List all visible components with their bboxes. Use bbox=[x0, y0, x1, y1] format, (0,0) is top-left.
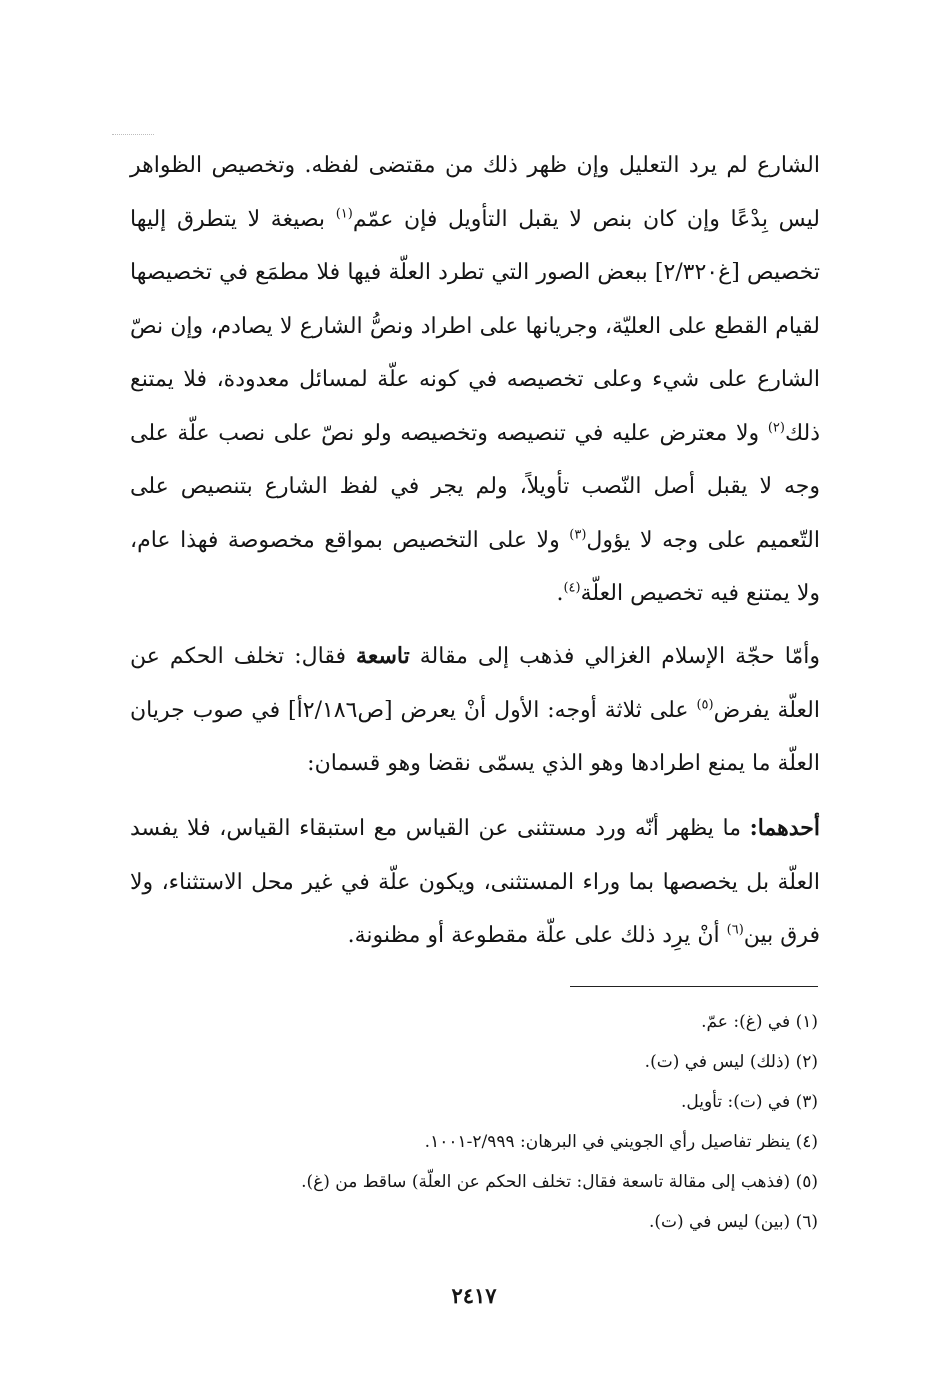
footnote-ref-1: (١) bbox=[335, 206, 353, 222]
page-number: ٢٤١٧ bbox=[451, 1283, 497, 1308]
paragraph-2 bbox=[130, 630, 820, 791]
paragraph-3-bold-lead: أحدهما: bbox=[749, 815, 820, 841]
footnote-6: (٦) (بين) ليس في (ت). bbox=[648, 1212, 818, 1232]
footnote-ref-3: (٣) bbox=[569, 527, 587, 543]
paragraph-1-text-4: ولا على التخصيص بمواقع مخصوصة فهذا عام، ولا يمتنع فيه تخصيص العلّة bbox=[130, 527, 820, 606]
footnote-ref-5: (٥) bbox=[696, 697, 714, 713]
paragraph-3-text-1: ما يظهر أنّه ورد مستثنى عن القياس مع استبقاء القياس، فلا يفسد العلّة بل يخصصها بما وراء المستثنى، ويكون علّة في غير محل الاستثناء، ولا فرق بين bbox=[130, 816, 820, 948]
paragraph-1-text-1: الشارع لم يرد التعليل وإن ظهر ذلك من مقتضى لفظه. وتخصيص الظواهر ليس بِدْعًا وإن كان بنص لا يقبل التأويل فإن عمّم bbox=[130, 153, 821, 232]
top-dotted-mark bbox=[112, 134, 154, 135]
footnote-2: (٢) (ذلك) ليس في (ت). bbox=[644, 1052, 818, 1072]
footnote-ref-2: (٢) bbox=[767, 420, 785, 436]
paragraph-2-text-2: فقال: تخلف الحكم عن العلّة يفرض bbox=[130, 644, 820, 723]
paragraph-3-text-2: أنْ يرِد ذلك على علّة مقطوعة أو مظنونة. bbox=[347, 923, 727, 948]
footnote-separator bbox=[570, 986, 818, 987]
paragraph-1-text-3: ولا معترض عليه في تنصيصه وتخصيصه ولو نصّ على نصب علّة على وجه لا يقبل أصل النّصب تأويلاً، ولم يجر في لفظ الشارع بتنصيص على التّعميم على وجه لا يؤول bbox=[130, 420, 820, 553]
paragraph-1-text-5: . bbox=[556, 581, 564, 606]
footnote-5: (٥) (فذهب إلى مقالة تاسعة فقال: تخلف الحكم عن العلّة) ساقط من (غ). bbox=[301, 1172, 818, 1192]
paragraph-2-text-3: على ثلاثة أوجه: الأول أنْ يعرض [ص٢/١٨٦أ] في صوب جريان العلّة ما يمنع اطرادها وهو الذي يسمّى نقضا وهو قسمان: bbox=[130, 697, 820, 776]
footnote-3: (٣) في (ت): تأويل. bbox=[680, 1092, 818, 1112]
paragraph-2-text-1: وأمّا حجّة الإسلام الغزالي فذهب إلى مقالة bbox=[409, 644, 820, 669]
footnote-4: (٤) ينظر تفاصيل رأي الجويني في البرهان: ٢/٩٩٩-١٠٠١. bbox=[424, 1132, 818, 1152]
footnotes-list bbox=[140, 1002, 818, 1242]
paragraph-1-text-2: بصيغة لا يتطرق إليها تخصيص [غ٢/٣٢٠] ببعض الصور التي تطرد العلّة فيها فلا مطمَع في تخصيصها لقيام القطع على العليّة، وجريانها على اطراد ونصُّ الشارع لا يصادم، وإن نصّ الشارع على شيء وعلى تخصيصه في كونه علّة لمسائل معدودة، فلا يمتنع ذلك bbox=[130, 206, 820, 446]
footnote-ref-4: (٤) bbox=[563, 580, 581, 596]
paragraph-3 bbox=[130, 802, 820, 963]
footnote-1: (١) في (غ): عمّ. bbox=[701, 1012, 818, 1032]
paragraph-1 bbox=[130, 139, 820, 621]
footnote-ref-6: (٦) bbox=[726, 922, 744, 938]
paragraph-2-bold-term: تاسعة bbox=[356, 643, 410, 669]
